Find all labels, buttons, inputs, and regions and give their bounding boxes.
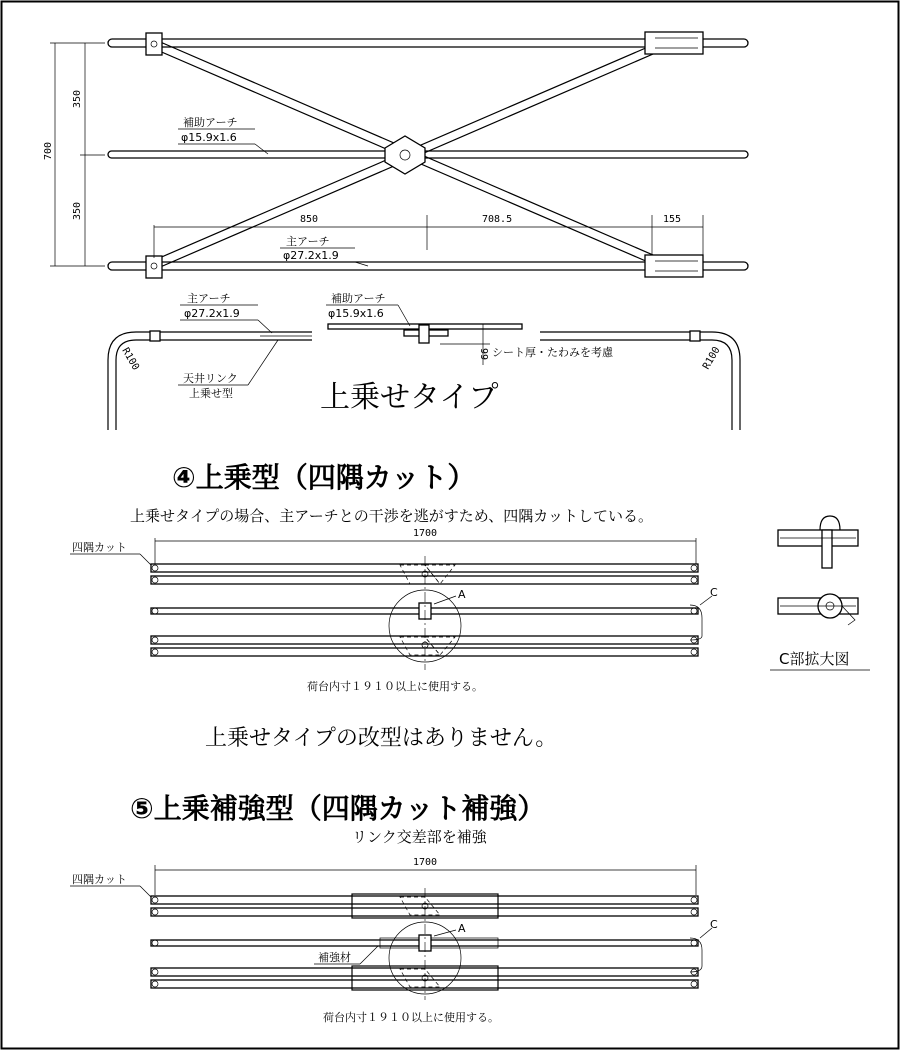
side-label-main-arch: 主アーチ [187,292,231,305]
label-aux-arch: 補助アーチ [183,116,238,129]
detail-c-clamp [822,530,832,568]
no-modified-note: 上乗せタイプの改型はありません。 [205,726,558,751]
label-ceiling-link: 天井リンク [183,372,238,385]
bracket-top-right [645,32,703,54]
type4-description: 上乗せタイプの場合、主アーチとの干渉を逃がすため、四隅カットしている。 [130,507,654,525]
dim-upper-half: 350 [72,89,83,108]
type5-heading: ⑤上乗補強型（四隅カット補強） [130,792,546,825]
dim-seg-c: 155 [663,214,682,225]
detail-c-caption: C部拡大図 [779,650,850,668]
bracket-bottom-left [146,256,162,278]
detail-c [770,516,870,670]
type4-marker-a: A [458,588,466,601]
gap-note: シート厚・たわみを考慮 [492,346,613,359]
side-view-title: 上乗せタイプ [320,380,499,415]
type5-reinforcement-label: 補強材 [318,951,351,964]
side-label-aux-arch-spec: φ15.9x1.6 [328,307,384,320]
bracket-bottom-right [645,255,703,277]
type5-width-dim: 1700 [413,857,438,868]
label-ceiling-link-type: 上乗せ型 [189,387,233,400]
type4-heading: ④上乗型（四隅カット） [172,461,476,494]
label-main-arch: 主アーチ [286,235,330,248]
bracket-top-left [146,33,162,55]
dim-gap: 66 [480,347,491,360]
dim-total-height: 700 [43,141,54,160]
radius-left: R100 [119,346,141,373]
type5-usage-note: 荷台内寸１９１０以上に使用する。 [323,1011,499,1024]
dim-seg-a: 850 [300,214,319,225]
side-center-bolt [419,325,429,343]
type5-section [70,792,718,1024]
type5-marker-a: A [458,922,466,935]
dim-seg-b: 708.5 [482,214,513,225]
label-main-arch-spec: φ27.2x1.9 [283,249,339,262]
side-view [108,291,740,430]
type4-corner-cut-label: 四隅カット [72,541,127,554]
type4-marker-c: C [710,586,718,599]
type4-usage-note: 荷台内寸１９１０以上に使用する。 [307,680,483,693]
dim-lower-half: 350 [72,201,83,220]
type4-section [70,461,718,693]
type4-width-dim: 1700 [413,528,438,539]
side-label-main-arch-spec: φ27.2x1.9 [184,307,240,320]
type5-corner-cut-label: 四隅カット [72,873,127,886]
side-label-aux-arch: 補助アーチ [331,292,386,305]
top-view [43,32,748,278]
type5-subheading: リンク交差部を補強 [352,828,487,846]
radius-right: R100 [701,345,723,372]
type5-marker-c: C [710,918,718,931]
aux-arch [108,151,748,158]
label-aux-arch-spec: φ15.9x1.6 [181,131,237,144]
